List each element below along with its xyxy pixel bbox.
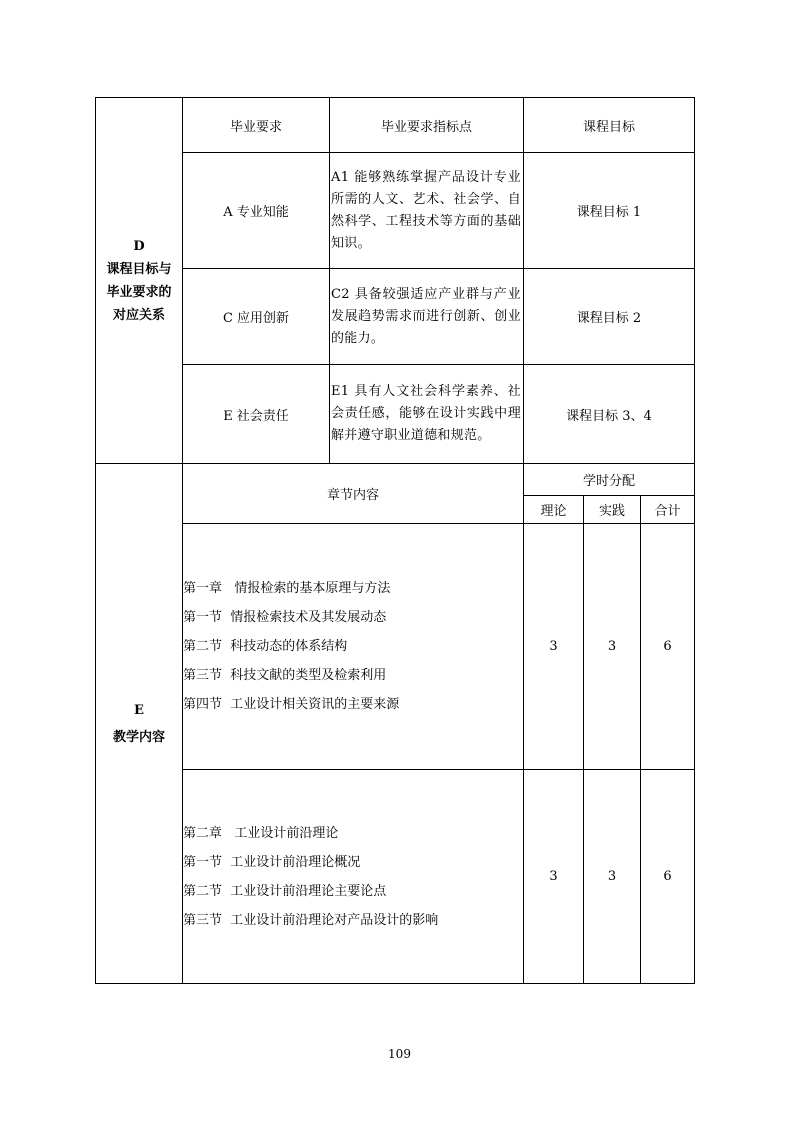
- header-hours: 学时分配: [524, 464, 695, 496]
- chapter-content: [183, 770, 524, 984]
- chapter-line: 第三节 科技文献的类型及检索利用: [183, 668, 387, 683]
- requirement-cell: E 社会责任: [183, 365, 330, 464]
- page-number: 109: [388, 1047, 411, 1061]
- indicator-cell: A1 能够熟练掌握产品设计专业所需的人文、艺术、社会学、自然科学、工程技术等方面的基础知识。: [330, 153, 524, 269]
- chapter-line: 第二节 工业设计前沿理论主要论点: [183, 883, 387, 899]
- requirement-cell: A 专业知能: [183, 153, 330, 269]
- chapter-line: 第一节 工业设计前沿理论概况: [183, 854, 361, 870]
- chapter-line: 第二节 科技动态的体系结构: [183, 639, 348, 654]
- section-d-label: [96, 98, 183, 464]
- table-row: [96, 153, 695, 269]
- header-practice: 实践: [584, 496, 641, 524]
- header-objective: 课程目标: [524, 98, 695, 153]
- chapter-line: 第四节 工业设计相关资讯的主要来源: [183, 697, 400, 712]
- header-content: 章节内容: [183, 464, 524, 524]
- chapter-line: 第三节 工业设计前沿理论对产品设计的影响: [183, 912, 439, 928]
- indicator-cell: E1 具有人文社会科学素养、社会责任感，能够在设计实践中理解并遵守职业道德和规范。: [330, 365, 524, 464]
- table-row: [96, 770, 695, 984]
- chapter-line: 第二章 工业设计前沿理论: [183, 825, 339, 841]
- theory-hours: 3: [524, 524, 584, 770]
- section-e-title: 教学内容: [112, 729, 165, 745]
- section-d-title-line: 对应关系: [112, 307, 165, 323]
- header-indicator: 毕业要求指标点: [330, 98, 524, 153]
- header-total: 合计: [641, 496, 695, 524]
- section-d-title-line: 毕业要求的: [106, 284, 172, 300]
- course-table: [95, 97, 695, 984]
- objective-cell: 课程目标 2: [524, 269, 695, 365]
- header-requirement: 毕业要求: [183, 98, 330, 153]
- indicator-cell: C2 具备较强适应产业群与产业发展趋势需求而进行创新、创业的能力。: [330, 269, 524, 365]
- table-row: [96, 524, 695, 770]
- section-e-letter: E: [134, 702, 144, 718]
- theory-hours: 3: [524, 770, 584, 984]
- table-row: [96, 269, 695, 365]
- header-theory: 理论: [524, 496, 584, 524]
- total-hours: 6: [641, 524, 695, 770]
- practice-hours: 3: [584, 524, 641, 770]
- objective-cell: 课程目标 3、4: [524, 365, 695, 464]
- chapter-line: 第一节 情报检索技术及其发展动态: [183, 610, 387, 625]
- practice-hours: 3: [584, 770, 641, 984]
- chapter-line: 第一章 情报检索的基本原理与方法: [183, 581, 391, 596]
- section-d-title-line: 课程目标与: [106, 261, 172, 277]
- requirement-cell: C 应用创新: [183, 269, 330, 365]
- objective-cell: 课程目标 1: [524, 153, 695, 269]
- section-e-label: [96, 464, 183, 984]
- chapter-content: [183, 524, 524, 770]
- total-hours: 6: [641, 770, 695, 984]
- table-row: [96, 365, 695, 464]
- section-d-letter: D: [133, 238, 145, 254]
